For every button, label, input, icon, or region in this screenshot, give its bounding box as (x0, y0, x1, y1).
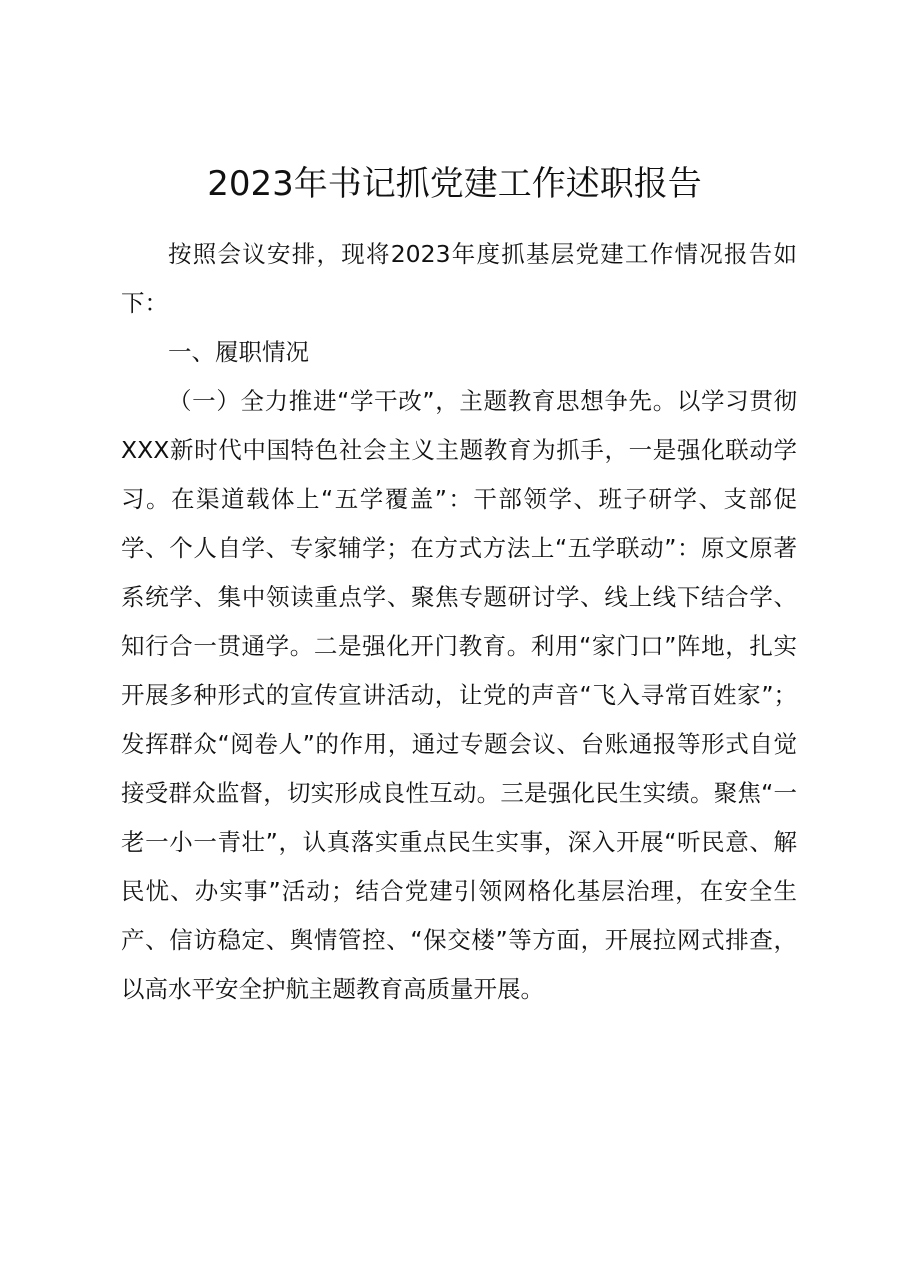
body-paragraph: （一）全力推进“学干改”，主题教育思想争先。以学习贯彻XXX新时代中国特色社会主义主题教育为抓手，一是强化联动学习。在渠道载体上“五学覆盖”：干部领学、班子研学、支部促学、个人自学、专家辅学；在方式方法上“五学联动”：原文原著系统学、集中领读重点学、聚焦专题研讨学、线上线下结合学、知行合一贯通学。二是强化开门教育。利用“家门口”阵地，扎实开展多种形式的宣传宣讲活动，让党的声音“飞入寻常百姓家”；发挥群众“阅卷人”的作用，通过专题会议、台账通报等形式自觉接受群众监督，切实形成良性互动。三是强化民生实绩。聚焦“一老一小一青壮”，认真落实重点民生实事，深入开展“听民意、解民忧、办实事”活动；结合党建引领网格化基层治理，在安全生产、信访稳定、舆情管控、“保交楼”等方面，开展拉网式排查，以高水平安全护航主题教育高质量开展。 (121, 387, 797, 1003)
document-title: 2023年书记抓党建工作述职报告 (207, 164, 702, 204)
section-heading: 一、履职情况 (168, 338, 309, 366)
intro-paragraph: 按照会议安排，现将2023年度抓基层党建工作情况报告如下： (121, 240, 797, 317)
document-body (121, 230, 797, 1014)
